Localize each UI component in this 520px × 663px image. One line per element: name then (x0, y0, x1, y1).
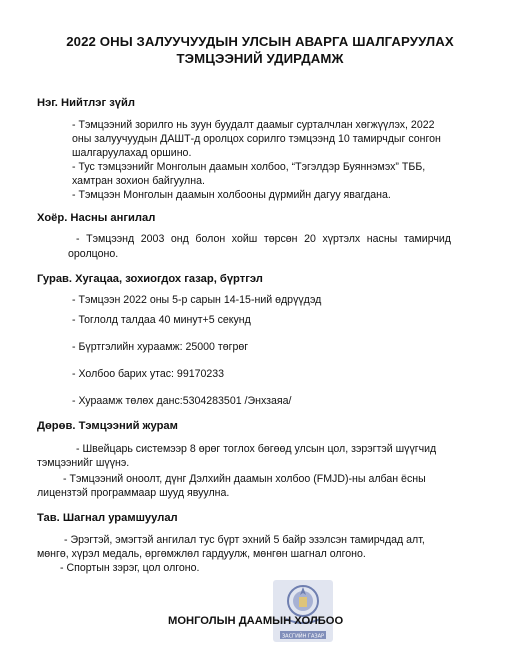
section-heading-rules: Дөрөв. Тэмцээний журам (37, 420, 178, 432)
awards-paragraph-1-line-2: мөнгө, хүрэл медаль, өргөмжлөл гардуулж, мөнгөн шагнал олгоно. (37, 548, 366, 560)
time-item-fee: - Бүртгэлийн хураамж: 25000 төгрөг (72, 341, 249, 353)
general-paragraph-1-line-3: шалгаруулахад оршино. (72, 147, 192, 159)
section-heading-time: Гурав. Хугацаа, зохиогдох газар, бүртгэл (37, 273, 263, 285)
rules-paragraph-2-line-1: - Тэмцээний оноолт, дүнг Дэлхийн даамын холбоо (FMJD)-ны албан ёсны (63, 473, 426, 485)
document-title (20, 33, 500, 67)
government-emblem-stamp (272, 579, 334, 643)
time-item-phone: - Холбоо барих утас: 99170233 (72, 368, 225, 380)
time-item-account: - Хураамж төлөх данс:5304283501 /Энхзаяа/ (72, 395, 292, 407)
title-line-1: 2022 ОНЫ ЗАЛУУЧУУДЫН УЛСЫН АВАРГА ШАЛГАРУУЛАХ (66, 34, 454, 49)
section-heading-age: Хоёр. Насны ангилал (37, 212, 156, 224)
awards-paragraph-1-line-1: - Эрэгтэй, эмэгтэй ангилал тус бүрт эхний 5 байр эзэлсэн тамирчдад алт, (64, 534, 425, 546)
general-paragraph-3: - Тэмцээн Монголын даамын холбооны дүрмийн дагуу явагдана. (72, 189, 391, 201)
general-paragraph-1-line-2: оны залуучуудын ДАШТ-д оролцох сорилго тэмцээнд 10 тамирчдыг сонгон (72, 133, 441, 145)
rules-paragraph-2-line-2: лицензтэй программаар шууд явуулна. (37, 487, 230, 499)
general-paragraph-2-line-1: - Тус тэмцээнийг Монголын даамын холбоо, “Тэгэлдэр Буяннэмэх” ТББ, (72, 161, 426, 173)
footer-organization: МОНГОЛЫН ДААМЫН ХОЛБОО (168, 615, 344, 627)
time-item-control: - Тоглолд талдаа 40 минут+5 секунд (72, 314, 251, 326)
rules-paragraph-1-line-2: тэмцээнийг шүүнэ. (37, 457, 130, 469)
rules-paragraph-1-line-1: - Швейцарь системээр 8 өрөг тоглох бөгөөд улсын цол, зэрэгтэй шүүгчид (76, 443, 437, 455)
stamp-text: ЗАСГИЙН ГАЗАР (281, 633, 325, 640)
general-paragraph-1-line-1: - Тэмцээний зорилго нь зуун буудалт даамыг сурталчлан хөгжүүлэх, 2022 (72, 119, 435, 131)
title-line-2: ТЭМЦЭЭНИЙ УДИРДАМЖ (176, 51, 344, 66)
awards-paragraph-2: - Спортын зэрэг, цол олгоно. (60, 562, 200, 574)
section-heading-awards: Тав. Шагнал урамшуулал (37, 512, 178, 524)
section-heading-general: Нэг. Нийтлэг зүйл (37, 97, 135, 109)
time-item-date: - Тэмцээн 2022 оны 5-р сарын 14-15-ний өдрүүдэд (72, 294, 322, 306)
general-paragraph-2-line-2: хамтран зохион байгуулна. (72, 175, 205, 187)
age-paragraph: - Тэмцээнд 2003 онд болон хойш төрсөн 20 хүртэлх насны тамирчид оролцоно. (68, 233, 451, 260)
